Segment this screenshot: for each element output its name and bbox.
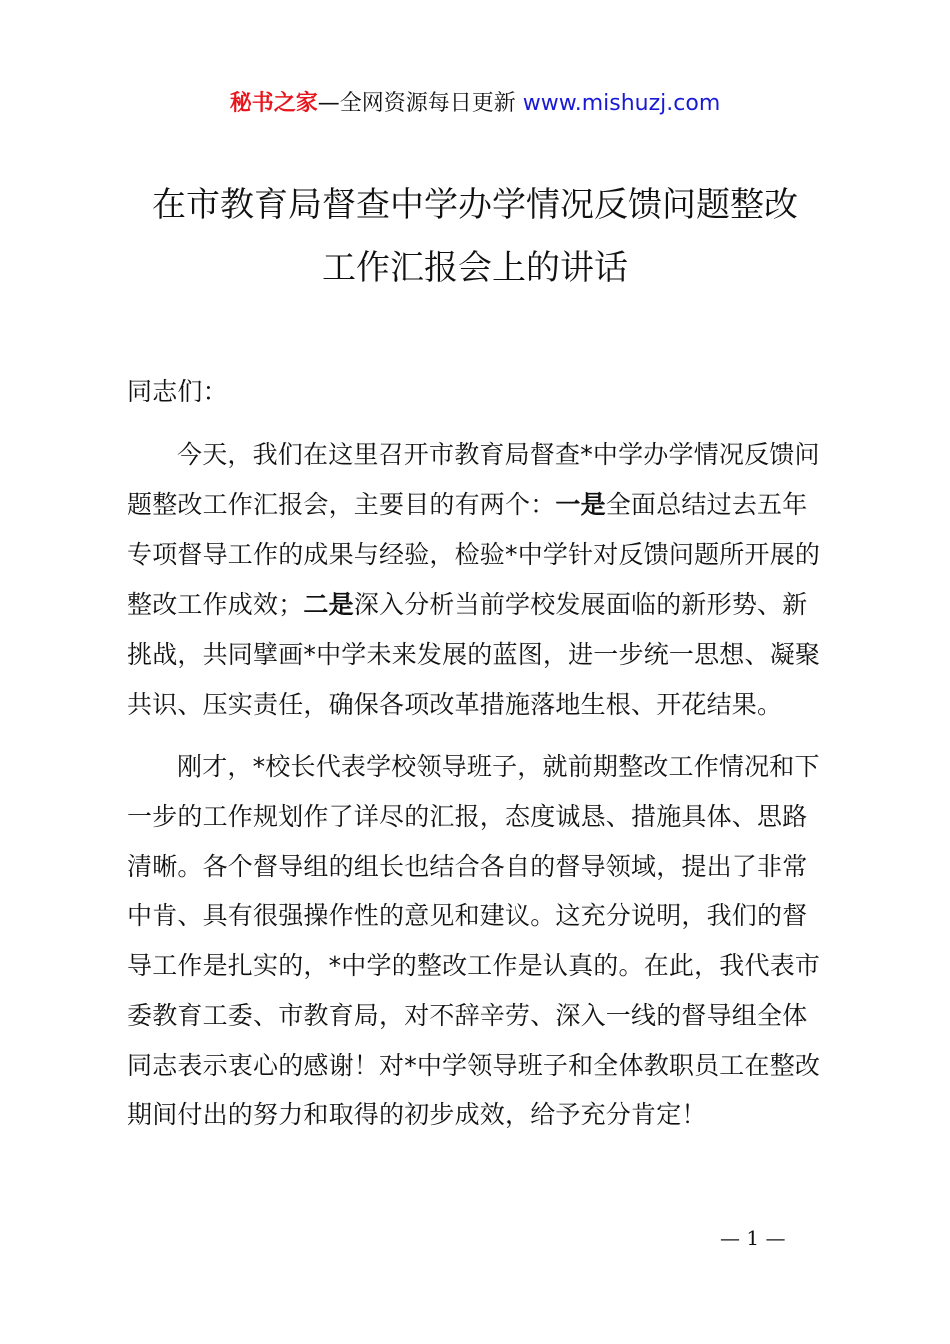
text-run: 深入分析当前学校发展面临的新形势、新 bbox=[353, 590, 808, 619]
site-header bbox=[0, 88, 950, 120]
paragraph-line: 同志表示衷心的感谢！对*中学领导班子和全体教职员工在整改 bbox=[127, 1051, 821, 1080]
text-run: 整改工作成效； bbox=[127, 590, 304, 619]
brand-name: 秘书之家 bbox=[229, 91, 318, 116]
paragraph-line: 委教育工委、市教育局，对不辞辛劳、深入一线的督导组全体 bbox=[127, 1001, 808, 1030]
page-number: — 1 — bbox=[720, 1226, 786, 1250]
site-url-link[interactable]: www.mishuzj.com bbox=[522, 91, 721, 116]
paragraph-line: 刚才，*校长代表学校领导班子，就前期整改工作情况和下 bbox=[177, 752, 820, 781]
paragraph-line bbox=[127, 490, 807, 520]
document-title-line-2: 工作汇报会上的讲话 bbox=[322, 248, 628, 288]
paragraph-line: 一步的工作规划作了详尽的汇报，态度诚恳、措施具体、思路 bbox=[127, 802, 808, 831]
paragraph-line bbox=[127, 590, 807, 620]
bold-text-run: 一是 bbox=[555, 490, 606, 519]
text-run: 全面总结过去五年 bbox=[605, 490, 808, 519]
paragraph-line: 中肯、具有很强操作性的意见和建议。这充分说明，我们的督 bbox=[127, 901, 808, 930]
paragraph-line: 清晰。各个督导组的组长也结合各自的督导领域，提出了非常 bbox=[127, 852, 808, 881]
document-title-line-1: 在市教育局督查中学办学情况反馈问题整改 bbox=[152, 185, 798, 225]
paragraph-line: 共识、压实责任，确保各项改革措施落地生根、开花结果。 bbox=[127, 690, 783, 719]
paragraph-line: 专项督导工作的成果与经验，检验*中学针对反馈问题所开展的 bbox=[127, 540, 821, 569]
paragraph-line: 期间付出的努力和取得的初步成效，给予充分肯定！ bbox=[127, 1100, 707, 1129]
paragraph-line: 挑战，共同擘画*中学未来发展的蓝图，进一步统一思想、凝聚 bbox=[127, 640, 821, 669]
header-tagline: —全网资源每日更新 bbox=[317, 91, 523, 116]
paragraph-line: 今天，我们在这里召开市教育局督查*中学办学情况反馈问 bbox=[177, 440, 820, 469]
salutation: 同志们： bbox=[127, 377, 228, 406]
text-run: 题整改工作汇报会，主要目的有两个： bbox=[127, 490, 556, 519]
bold-text-run: 二是 bbox=[303, 590, 354, 619]
paragraph-line: 导工作是扎实的，*中学的整改工作是认真的。在此，我代表市 bbox=[127, 951, 821, 980]
